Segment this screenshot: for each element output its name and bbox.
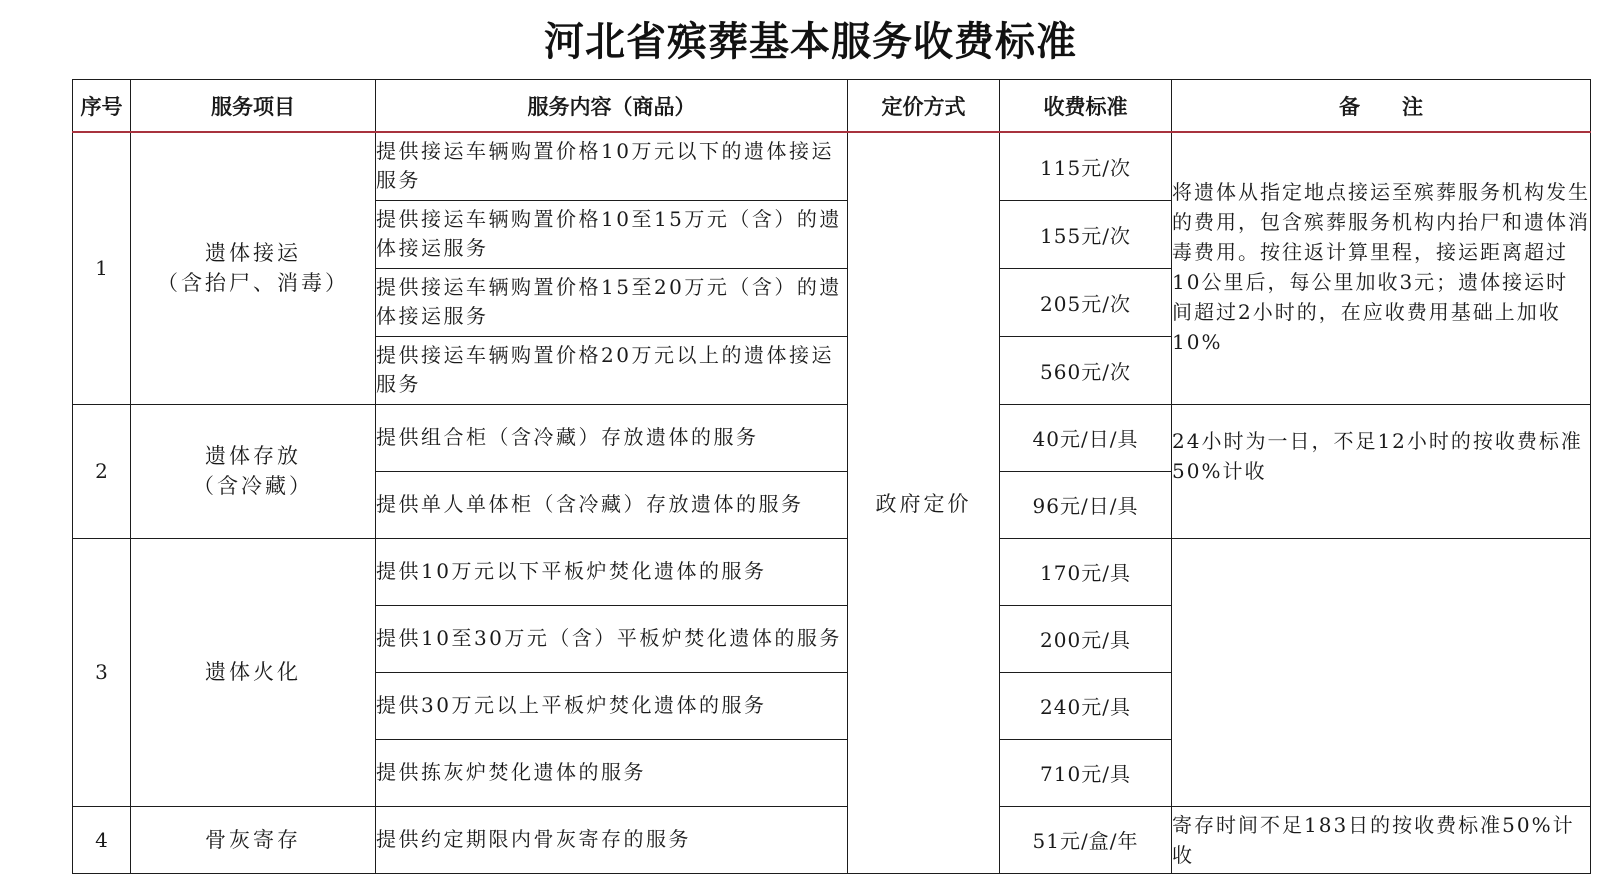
page-title: 河北省殡葬基本服务收费标准	[544, 19, 1077, 65]
remark	[1172, 538, 1591, 806]
pricing-method: 政府定价	[848, 132, 1000, 873]
header-note: 备 注	[1172, 80, 1591, 133]
service-content: 提供约定期限内骨灰寄存的服务	[376, 806, 848, 873]
service-item-name: 骨灰寄存	[205, 827, 301, 852]
header-fee: 收费标准	[1000, 80, 1172, 133]
header-content: 服务内容（商品）	[376, 80, 848, 133]
fee-standard: 200元/具	[1000, 605, 1172, 672]
fee-standard: 51元/盒/年	[1000, 806, 1172, 873]
fee-standard: 115元/次	[1000, 132, 1172, 200]
fee-standard: 96元/日/具	[1000, 471, 1172, 538]
remark	[1172, 404, 1591, 538]
remark: 寄存时间不足183日的按收费标准50%计收	[1172, 806, 1591, 873]
service-content: 提供接运车辆购置价格10万元以下的遗体接运服务	[376, 132, 848, 200]
remark	[1172, 132, 1591, 404]
table-row	[73, 132, 1591, 200]
service-content: 提供单人单体柜（含冷藏）存放遗体的服务	[376, 471, 848, 538]
service-content: 提供接运车辆购置价格20万元以上的遗体接运服务	[376, 336, 848, 404]
service-item	[131, 538, 376, 806]
service-content: 提供接运车辆购置价格15至20万元（含）的遗体接运服务	[376, 268, 848, 336]
service-item-name: 遗体火化	[205, 660, 301, 684]
fee-standard: 40元/日/具	[1000, 404, 1172, 471]
header-no: 序号	[73, 80, 131, 133]
table-row	[73, 538, 1591, 605]
fee-standard: 710元/具	[1000, 739, 1172, 806]
service-content: 提供10万元以下平板炉焚化遗体的服务	[376, 538, 848, 605]
fee-standard: 560元/次	[1000, 336, 1172, 404]
service-content: 提供30万元以上平板炉焚化遗体的服务	[376, 672, 848, 739]
table-row	[73, 404, 1591, 471]
service-item	[131, 132, 376, 404]
service-content: 提供接运车辆购置价格10至15万元（含）的遗体接运服务	[376, 200, 848, 268]
table-row	[73, 806, 1591, 873]
remark-text: 24小时为一日，不足12小时的按收费标准50%计收	[1172, 429, 1583, 483]
remark-text: 将遗体从指定地点接运至殡葬服务机构发生的费用，包含殡葬服务机构内抬尸和遗体消毒费用。按往返计算里程，接运距离超过10公里后，每公里加收3元；遗体接运时间超过2小时的，在应收费用基础上加收10%	[1172, 180, 1590, 354]
service-content: 提供组合柜（含冷藏）存放遗体的服务	[376, 404, 848, 471]
service-item-name: 遗体接运	[205, 241, 301, 266]
row-number: 4	[73, 806, 131, 873]
fee-standard: 170元/具	[1000, 538, 1172, 605]
table-header-row	[73, 80, 1591, 133]
service-item	[131, 404, 376, 538]
service-item-name: 遗体存放	[205, 444, 301, 468]
row-number: 1	[73, 132, 131, 404]
service-item-subnote: （含冷藏）	[193, 474, 313, 498]
service-content: 提供拣灰炉焚化遗体的服务	[376, 739, 848, 806]
fee-standard: 205元/次	[1000, 268, 1172, 336]
row-number: 3	[73, 538, 131, 806]
fee-standard: 240元/具	[1000, 672, 1172, 739]
fee-standard: 155元/次	[1000, 200, 1172, 268]
header-item: 服务项目	[131, 80, 376, 133]
service-item-subnote: （含抬尸、消毒）	[157, 271, 349, 296]
row-number: 2	[73, 404, 131, 538]
fee-standard-table	[72, 79, 1591, 874]
header-method: 定价方式	[848, 80, 1000, 133]
service-content: 提供10至30万元（含）平板炉焚化遗体的服务	[376, 605, 848, 672]
service-item	[131, 806, 376, 873]
